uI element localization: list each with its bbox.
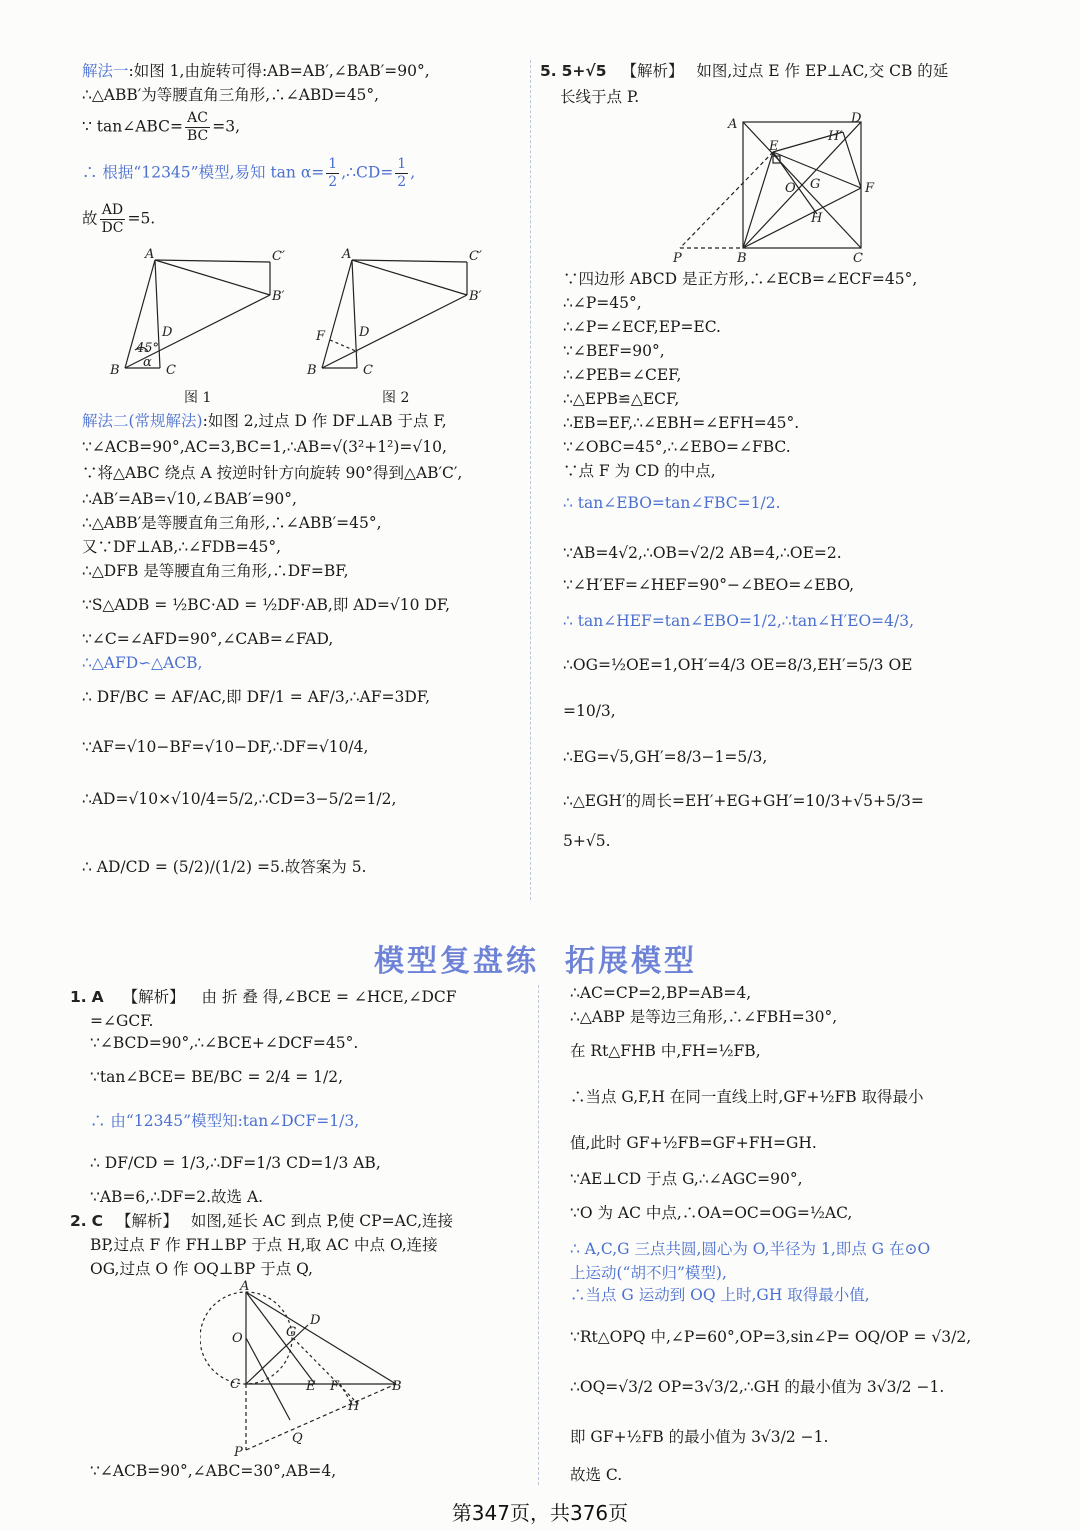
triangle-circle-figure <box>200 1280 420 1460</box>
method2-label: 解法二(常规解法) <box>82 412 203 430</box>
fraction: $\frac{AD}{DC}$ <box>101 202 124 236</box>
q1-line7: ∵AB=6,∴DF=2.故选 A. <box>90 1188 264 1206</box>
q2-step-4: ∴当点 G,F,H 在同一直线上时,GF+½FB 取得最小 <box>570 1088 924 1106</box>
svg-text:A: A <box>342 247 352 262</box>
svg-text:C: C <box>363 363 373 378</box>
svg-text:C: C <box>853 251 863 265</box>
method2-line7: ∴△DFB 是等腰直角三角形,∴DF=BF, <box>82 562 349 580</box>
svg-text:F: F <box>865 181 875 196</box>
q1-line3: ∵∠BCD=90°,∴∠BCE+∠DCF=45°. <box>90 1034 359 1052</box>
svg-text:H: H <box>811 211 823 226</box>
q5-step-14: ∴OG=½OE=1,OH′=4/3 OE=8/3,EH′=5/3 OE <box>563 656 913 674</box>
method2-line14: ∴ AD/CD = (5/2)/(1/2) =5.故答案为 5. <box>82 858 367 876</box>
q5-step-16: ∴EG=√5,GH′=8/3−1=5/3, <box>563 748 768 766</box>
q1-number: 1. <box>70 988 87 1006</box>
method2-line11: ∴ DF/BC = AF/AC,即 DF/1 = AF/3,∴AF=3DF, <box>82 688 431 706</box>
svg-text:F: F <box>316 329 326 344</box>
svg-text:A: A <box>240 1280 250 1294</box>
method1-line5: 故 $\frac{AD}{DC}$ =5. <box>82 202 156 236</box>
q1-header: 1. A 【解析】 由 折 叠 得,∠BCE = ∠HCE,∠DCF <box>70 988 457 1006</box>
svg-text:45°: 45° <box>136 341 160 356</box>
svg-text:E: E <box>769 139 779 154</box>
q1-line4: ∵tan∠BCE= BE/BC = 2/4 = 1/2, <box>90 1068 344 1086</box>
method1-line3: ∵ tan∠ABC= $\frac{AC}{BC}$ =3, <box>82 110 240 144</box>
svg-text:H′: H′ <box>828 129 843 144</box>
q5-step-18: 5+√5. <box>563 832 611 850</box>
q2-step-9: 上运动(“胡不归”模型), <box>570 1264 727 1282</box>
q2-line2: BP,过点 F 作 FH⊥BP 于点 H,取 AC 中点 O,连接 <box>90 1236 438 1254</box>
q2-step-1: ∴AC=CP=2,BP=AB=4, <box>570 984 752 1002</box>
section-title-extension: 拓展模型 <box>565 944 697 979</box>
method1-label: 解法一 <box>82 62 129 80</box>
svg-text:D: D <box>851 111 862 126</box>
column-separator-top <box>530 60 531 900</box>
figure-2-caption: 图 2 <box>382 390 410 406</box>
column-separator-bottom <box>538 985 539 1485</box>
q2-step-8: ∴ A,C,G 三点共圆,圆心为 O,半径为 1,即点 G 在⊙O <box>570 1240 931 1258</box>
svg-text:α: α <box>143 355 152 370</box>
q2-step-13: 即 GF+½FB 的最小值为 3√3/2 −1. <box>570 1428 829 1446</box>
method2-line5: ∴△ABB′是等腰直角三角形,∴∠ABB′=45°, <box>82 514 382 532</box>
q5-step-10: ∴ tan∠EBO=tan∠FBC=1/2. <box>563 494 781 512</box>
svg-text:E: E <box>306 1379 316 1394</box>
q5-step-7: ∴EB=EF,∴∠EBH=∠EFH=45°. <box>563 414 800 432</box>
q2-step-3: 在 Rt△FHB 中,FH=½FB, <box>570 1042 761 1060</box>
q2-step-2: ∴△ABP 是等边三角形,∴∠FBH=30°, <box>570 1008 838 1026</box>
q5-step-9: ∵点 F 为 CD 的中点, <box>563 462 716 480</box>
q5-answer: 5+√5 <box>561 62 607 80</box>
q2-header: 2. C 【解析】 如图,延长 AC 到点 P,使 CP=AC,连接 <box>70 1212 454 1230</box>
q2-step-11: ∵Rt△OPQ 中,∠P=60°,OP=3,sin∠P= OQ/OP = √3/2, <box>570 1328 972 1346</box>
q5-analysis-tag: 【解析】 <box>621 62 684 80</box>
q1-line2: =∠GCF. <box>90 1012 154 1030</box>
q5-number: 5. <box>540 62 557 80</box>
svg-text:C′: C′ <box>272 249 285 264</box>
q2-line3: OG,过点 O 作 OQ⊥BP 于点 Q, <box>90 1260 313 1278</box>
q1-answer: A <box>91 988 104 1006</box>
method2-line9: ∵∠C=∠AFD=90°,∠CAB=∠FAD, <box>82 630 334 648</box>
svg-text:B: B <box>737 251 747 265</box>
svg-text:Q: Q <box>292 1431 303 1446</box>
svg-text:O: O <box>232 1331 243 1346</box>
q1-line6: ∴ DF/CD = 1/3,∴DF=1/3 CD=1/3 AB, <box>90 1154 381 1172</box>
svg-text:G: G <box>810 177 821 192</box>
q5-step-5: ∴∠PEB=∠CEF, <box>563 366 682 384</box>
q5-step-3: ∴∠P=∠ECF,EP=EC. <box>563 318 721 336</box>
svg-text:F: F <box>330 1379 340 1394</box>
svg-text:B: B <box>392 1379 402 1394</box>
fraction: $\frac{1}{2}$ <box>328 156 338 190</box>
svg-text:B: B <box>110 363 120 378</box>
svg-text:P: P <box>673 251 682 265</box>
q5-step-17: ∴△EGH′的周长=EH′+EG+GH′=10/3+√5+5/3= <box>563 792 924 810</box>
q5-header: 5. 5+√5 【解析】 如图,过点 E 作 EP⊥AC,交 CB 的延 <box>540 62 949 80</box>
q5-line2: 长线于点 P. <box>560 88 640 106</box>
method2-line13: ∴AD=√10×√10/4=5/2,∴CD=3−5/2=1/2, <box>82 790 397 808</box>
method2-line1: 解法二(常规解法):如图 2,过点 D 作 DF⊥AB 于点 F, <box>82 412 447 430</box>
svg-text:A: A <box>728 117 738 132</box>
page-footer: 第347页，共376页 <box>451 1501 629 1525</box>
svg-text:A: A <box>145 247 155 262</box>
q5-step-13: ∴ tan∠HEF=tan∠EBO=1/2,∴tan∠H′EO=4/3, <box>563 612 915 630</box>
svg-text:B: B <box>307 363 317 378</box>
method2-line2: ∵∠ACB=90°,AC=3,BC=1,∴AB=√(3²+1²)=√10, <box>82 438 447 456</box>
q2-step-10: ∴当点 G 运动到 OQ 上时,GH 取得最小值, <box>570 1286 870 1304</box>
q2-step-6: ∵AE⊥CD 于点 G,∴∠AGC=90°, <box>570 1170 803 1188</box>
svg-text:D: D <box>359 325 370 340</box>
q5-step-6: ∴△EPB≌△ECF, <box>563 390 680 408</box>
q2-last-line: ∵∠ACB=90°,∠ABC=30°,AB=4, <box>90 1462 337 1480</box>
q5-step-12: ∵∠H′EF=∠HEF=90°−∠BEO=∠EBO, <box>563 576 855 594</box>
section-title-review: 模型复盘练 <box>374 944 539 979</box>
q5-step-1: ∵四边形 ABCD 是正方形,∴∠ECB=∠ECF=45°, <box>563 270 918 288</box>
q2-step-14: 故选 C. <box>570 1466 623 1484</box>
method1-line1: 解法一:如图 1,由旋转可得:AB=AB′,∠BAB′=90°, <box>82 62 430 80</box>
svg-text:O: O <box>785 181 796 196</box>
q1-line5: ∴ 由“12345”模型知:tan∠DCF=1/3, <box>90 1112 360 1130</box>
method2-line3: ∵将△ABC 绕点 A 按逆时针方向旋转 90°得到△AB′C′, <box>82 464 463 482</box>
svg-text:B′: B′ <box>272 289 285 304</box>
square-figure <box>665 110 895 265</box>
method2-line10: ∴△AFD∽△ACB, <box>82 654 203 672</box>
svg-text:D: D <box>310 1313 321 1328</box>
method1-line4: ∴ 根据“12345”模型,易知 tan α= $\frac{1}{2}$ ,∴CD= $\frac{1}{2}$ , <box>82 156 416 190</box>
q1-analysis-tag: 【解析】 <box>122 988 185 1006</box>
method2-line12: ∵AF=√10−BF=√10−DF,∴DF=√10/4, <box>82 738 369 756</box>
q5-step-8: ∵∠OBC=45°,∴∠EBO=∠FBC. <box>563 438 791 456</box>
method2-line4: ∴AB′=AB=√10,∠BAB′=90°, <box>82 490 297 508</box>
svg-text:H: H <box>348 1399 360 1414</box>
q2-step-7: ∵O 为 AC 中点,∴OA=OC=OG=½AC, <box>570 1204 853 1222</box>
fraction: $\frac{1}{2}$ <box>397 156 407 190</box>
fraction: $\frac{AC}{BC}$ <box>186 110 209 144</box>
svg-text:C′: C′ <box>469 249 482 264</box>
method1-line2: ∴△ABB′为等腰直角三角形,∴∠ABD=45°, <box>82 86 380 104</box>
svg-text:D: D <box>162 325 173 340</box>
svg-text:B′: B′ <box>469 289 482 304</box>
q5-step-4: ∵∠BEF=90°, <box>563 342 665 360</box>
q2-analysis-tag: 【解析】 <box>115 1212 178 1230</box>
q2-step-12: ∴OQ=√3/2 OP=3√3/2,∴GH 的最小值为 3√3/2 −1. <box>570 1378 945 1396</box>
svg-text:P: P <box>234 1445 243 1460</box>
q2-answer: C <box>91 1212 104 1230</box>
q5-step-15: =10/3, <box>563 702 616 720</box>
q2-step-5: 值,此时 GF+½FB=GF+FH=GH. <box>570 1134 817 1152</box>
figure-1-and-2 <box>100 240 500 385</box>
svg-text:G: G <box>286 1325 297 1340</box>
method2-line6: 又∵DF⊥AB,∴∠FDB=45°, <box>82 538 282 556</box>
q2-number: 2. <box>70 1212 87 1230</box>
method2-line8: ∵S△ADB = ½BC·AD = ½DF·AB,即 AD=√10 DF, <box>82 596 451 614</box>
figure-1-caption: 图 1 <box>184 390 212 406</box>
svg-text:C: C <box>230 1377 240 1392</box>
svg-text:C: C <box>166 363 176 378</box>
q5-step-2: ∴∠P=45°, <box>563 294 642 312</box>
q5-step-11: ∵AB=4√2,∴OB=√2/2 AB=4,∴OE=2. <box>563 544 842 562</box>
